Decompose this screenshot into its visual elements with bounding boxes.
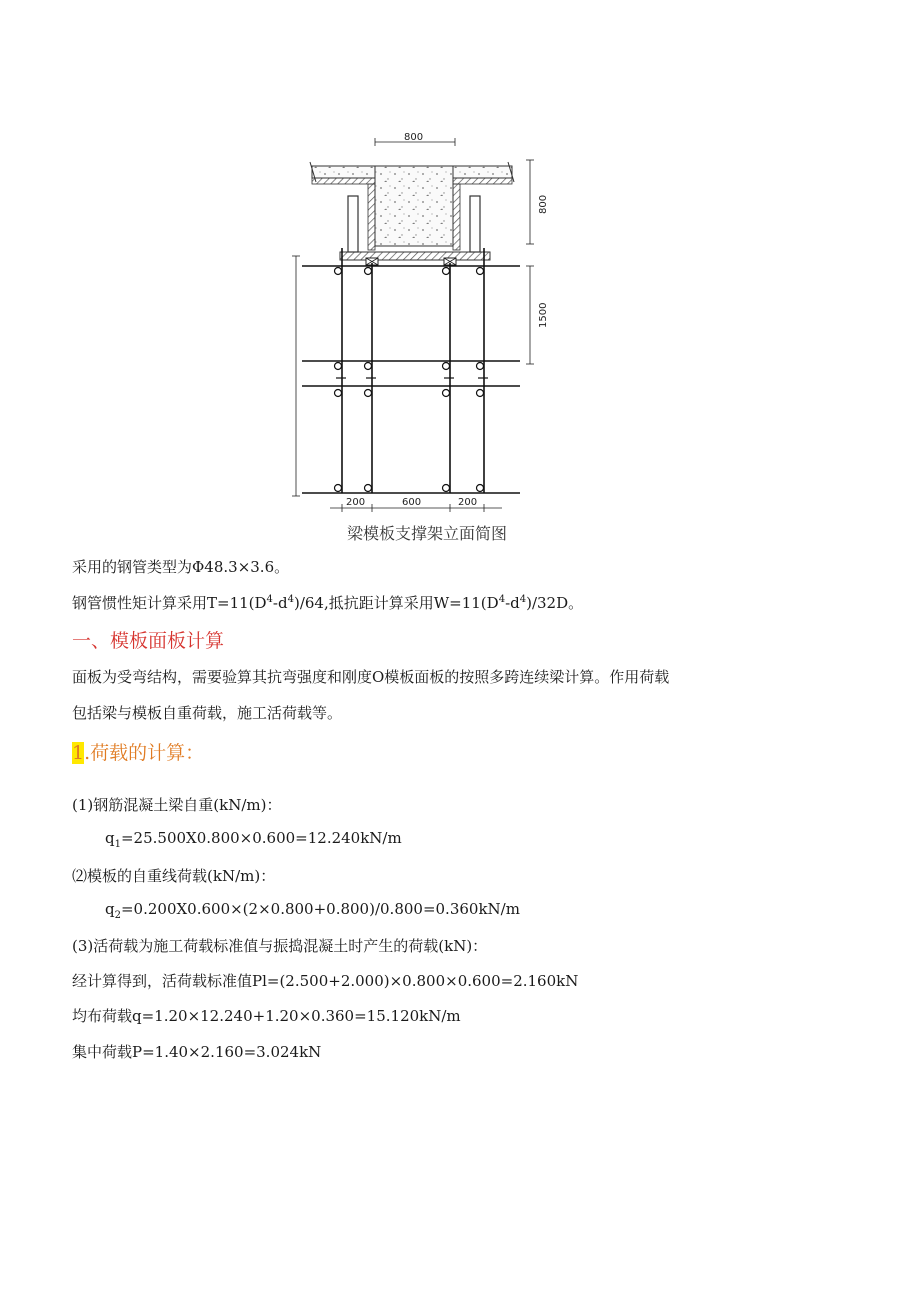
scaffold-couplers [335, 268, 484, 492]
inertia-text-c: )/64,抵抗距计算采用W=11(D [293, 594, 499, 612]
q2-formula-line [105, 900, 520, 921]
dim-bottom-right-label: 200 [458, 497, 478, 508]
bottom-dimensions [330, 497, 502, 512]
dim-top-label: 800 [404, 132, 424, 143]
section2-number: 1 [72, 742, 85, 764]
live-load-calc-line: 经计算得到，活荷载标准值Pl=(2.500+2.000)×0.800×0.600=2.160kN [72, 972, 579, 990]
pipe-type-line: 采用的钢管类型为Φ48.3×3.6。 [72, 558, 290, 576]
formwork-elevation-figure [280, 128, 580, 548]
dim-bottom-left-label: 200 [346, 497, 366, 508]
inertia-text-b: -d [272, 594, 288, 612]
q2-expression: =0.200X0.600×(2×0.800+0.800)/0.800=0.360kN/m [120, 900, 520, 918]
q1-formula-line [105, 829, 402, 850]
section1-paragraph-line1: 面板为受弯结构，需要验算其抗弯强度和刚度O模板面板的按照多跨连续梁计算。作用荷载 [72, 668, 670, 686]
top-dimension [375, 132, 455, 146]
scaffold-ledgers [302, 266, 520, 493]
scaffold-poles [342, 248, 484, 493]
q2-symbol: q [105, 900, 115, 918]
section2-heading [72, 738, 204, 765]
sup-4: 4 [266, 594, 273, 605]
section2-title: .荷载的计算： [84, 742, 205, 764]
dim-right-lower-label: 1500 [538, 302, 549, 328]
left-height-dimension [292, 256, 300, 496]
sup-4: 4 [498, 594, 506, 605]
inertia-text-d: -d [505, 594, 520, 612]
dim-right-upper-label: 800 [538, 194, 549, 214]
section1-paragraph-line2: 包括梁与模板自重荷载，施工活荷载等。 [72, 704, 343, 722]
sup-4: 4 [287, 594, 294, 605]
formwork-drawing [280, 128, 580, 518]
dim-bottom-mid-label: 600 [402, 497, 422, 508]
inertia-text-a: 钢管惯性矩计算采用T=11(D [72, 594, 267, 612]
sup-4: 4 [519, 594, 527, 605]
item3-line: (3)活荷载为施工荷载标准值与振捣混凝土时产生的荷载(kN)： [72, 937, 488, 955]
q1-symbol: q [105, 829, 115, 847]
inertia-formula-line [72, 592, 583, 613]
point-load-line: 集中荷载P=1.40×2.160=3.024kN [72, 1043, 322, 1061]
right-dimensions [526, 160, 549, 364]
section1-heading: 一、模板面板计算 [72, 630, 225, 652]
item1-line: (1)钢筋混凝土梁自重(kN/m)： [72, 796, 282, 814]
uniform-load-line: 均布荷载q=1.20×12.240+1.20×0.360=15.120kN/m [72, 1007, 461, 1025]
inertia-text-e: )/32D。 [526, 594, 584, 612]
q2-subscript: 2 [114, 910, 121, 921]
q1-expression: =25.500X0.800×0.600=12.240kN/m [120, 829, 402, 847]
q1-subscript: 1 [114, 839, 121, 850]
figure-caption: 梁模板支撑架立面简图 [346, 524, 507, 543]
item2-line: ⑵模板的自重线荷载(kN/m)： [72, 867, 276, 885]
